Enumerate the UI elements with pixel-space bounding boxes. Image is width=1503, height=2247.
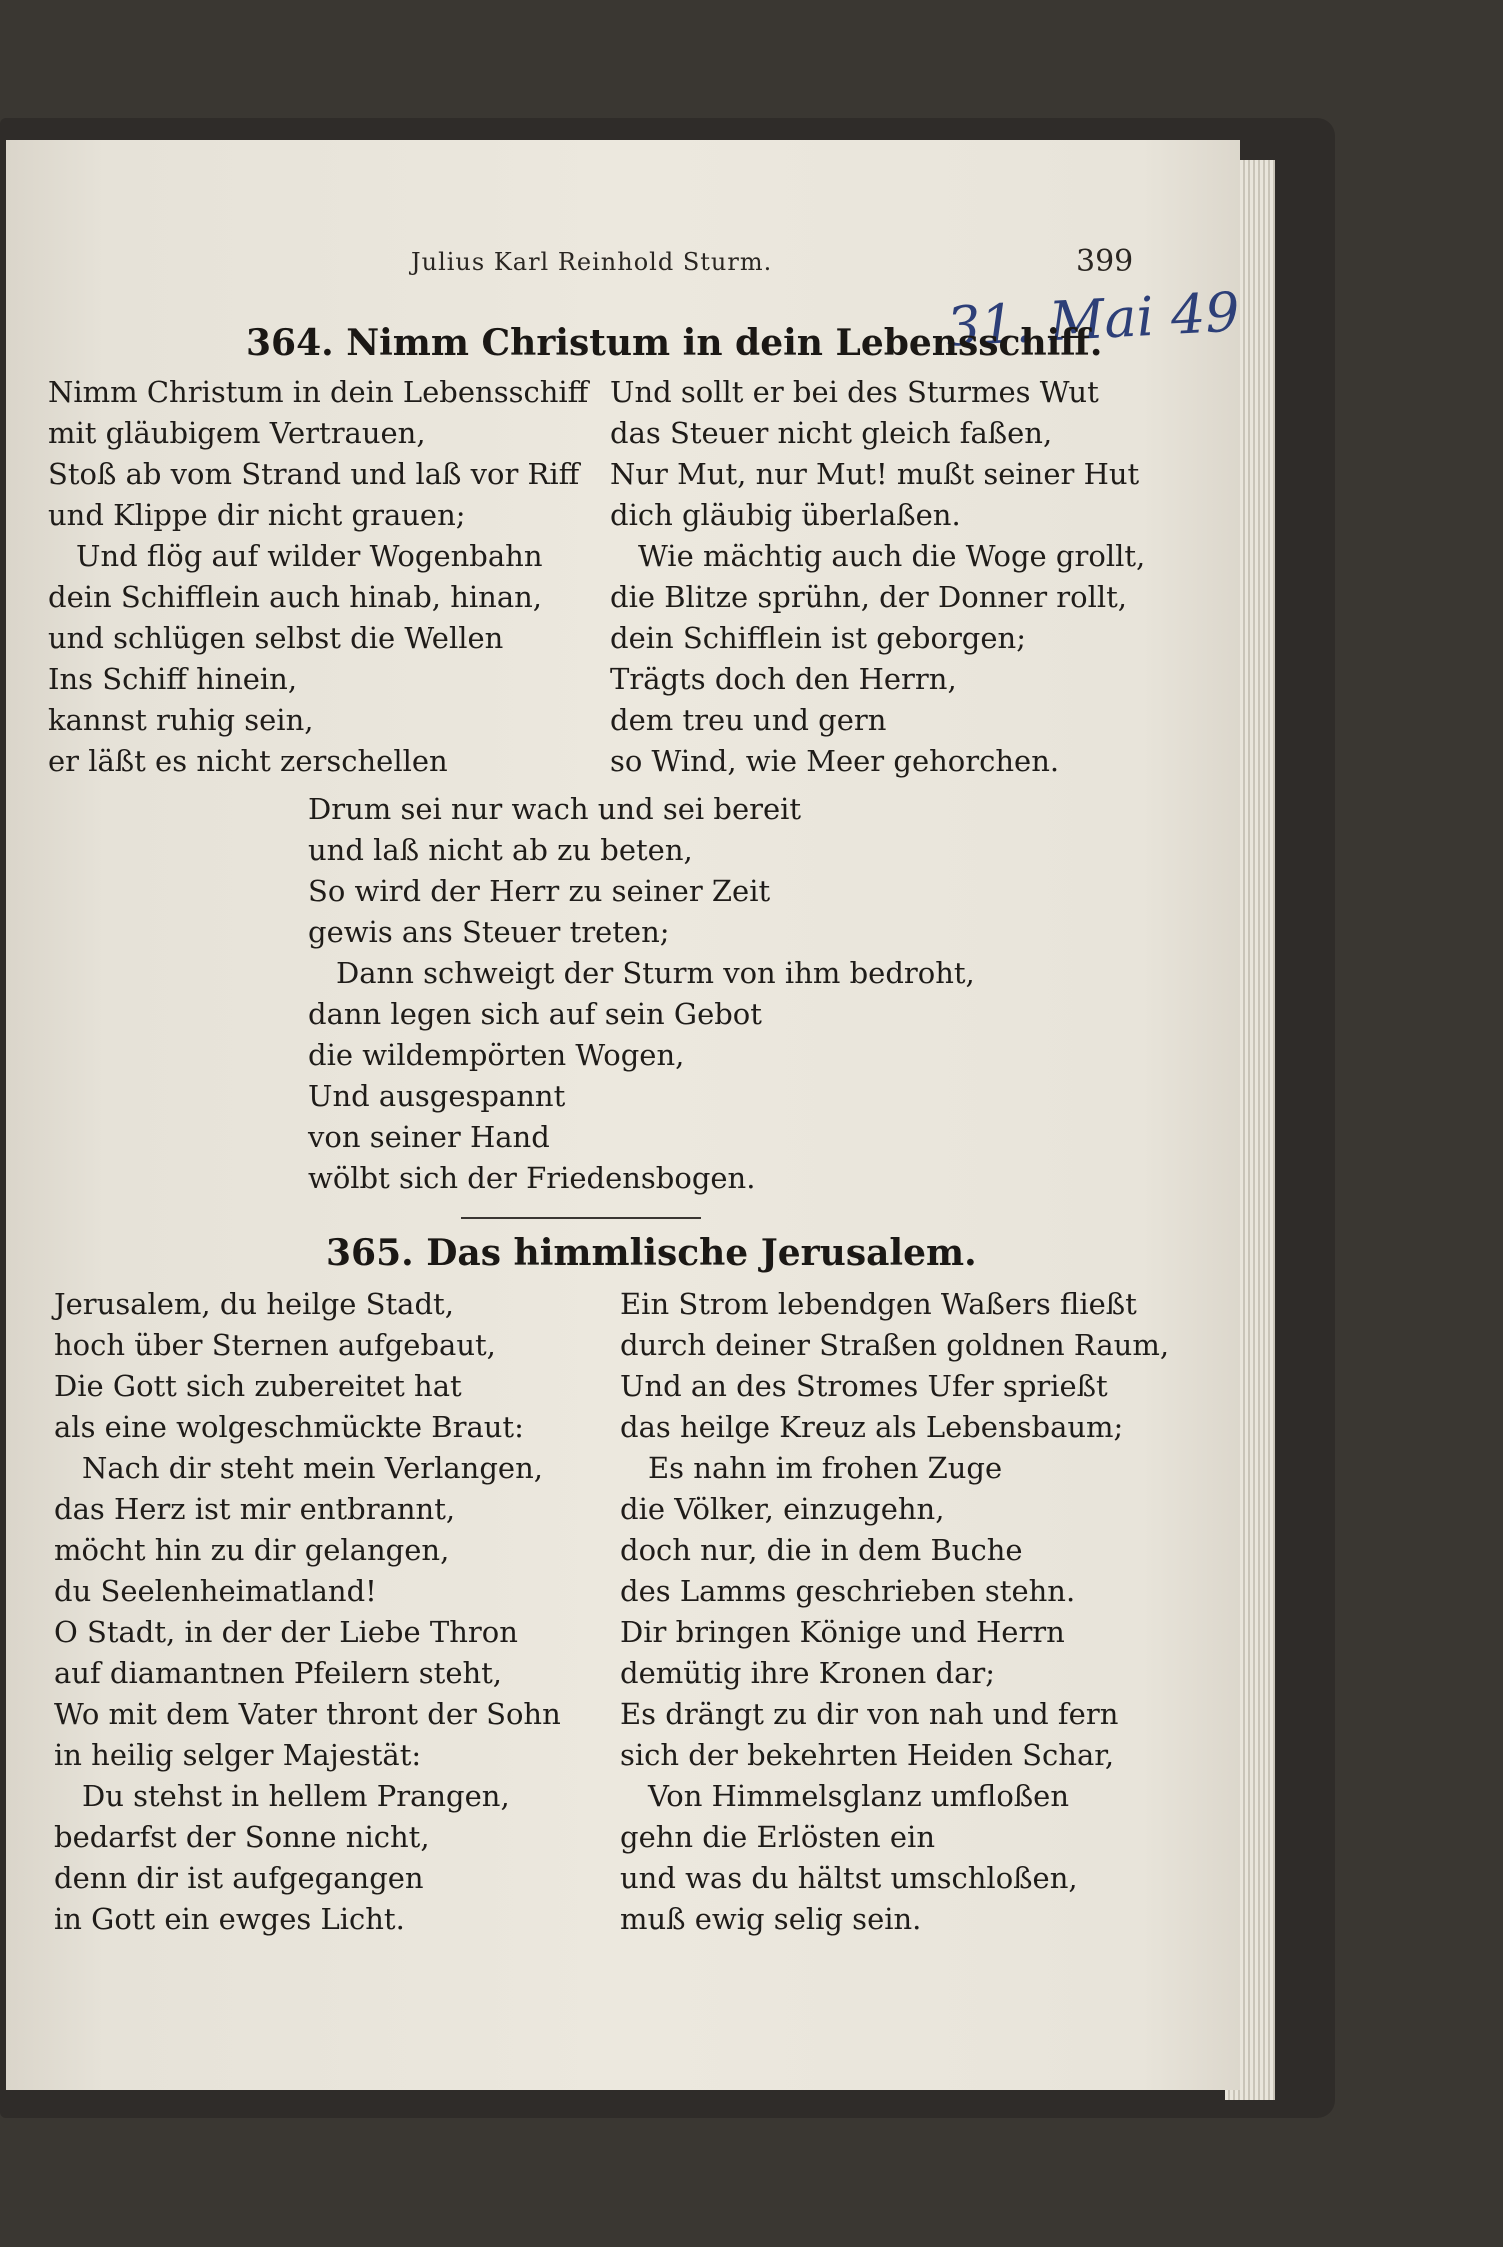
hymn-365-title: 365. Das himmlische Jerusalem. (326, 1232, 977, 1274)
verse-line: denn dir ist aufgegangen (54, 1861, 424, 1895)
verse-line: mit gläubigem Vertrauen, (48, 416, 426, 450)
verse-line: das Steuer nicht gleich faßen, (610, 416, 1053, 450)
verse-line: die Völker, einzugehn, (620, 1492, 945, 1526)
verse-line: und was du hältst umschloßen, (620, 1861, 1078, 1895)
verse-line: des Lamms geschrieben stehn. (620, 1574, 1076, 1608)
verse-line: O Stadt, in der der Liebe Thron (54, 1615, 518, 1649)
verse-line: möcht hin zu dir gelangen, (54, 1533, 450, 1567)
verse-line: und schlügen selbst die Wellen (48, 621, 504, 655)
verse-line: die Blitze sprühn, der Donner rollt, (610, 580, 1128, 614)
verse-line: Wo mit dem Vater thront der Sohn (54, 1697, 561, 1731)
verse-line: du Seelenheimatland! (54, 1574, 377, 1608)
verse-line: wölbt sich der Friedensbogen. (308, 1161, 756, 1195)
verse-line: Es drängt zu dir von nah und fern (620, 1697, 1119, 1731)
verse-line: das Herz ist mir entbrannt, (54, 1492, 456, 1526)
verse-line: So wird der Herr zu seiner Zeit (308, 874, 771, 908)
hymn-365-stanza-2-and-4 (620, 1284, 1169, 1940)
verse-line: doch nur, die in dem Buche (620, 1533, 1023, 1567)
verse-line: in heilig selger Majestät: (54, 1738, 422, 1772)
verse-line: Es nahn im frohen Zuge (648, 1451, 1003, 1485)
verse-line: sich der bekehrten Heiden Schar, (620, 1738, 1115, 1772)
verse-line: dein Schifflein auch hinab, hinan, (48, 580, 543, 614)
verse-line: Und sollt er bei des Sturmes Wut (610, 375, 1099, 409)
verse-line: Nach dir steht mein Verlangen, (82, 1451, 543, 1485)
verse-line: gehn die Erlösten ein (620, 1820, 935, 1854)
verse-line: Trägts doch den Herrn, (610, 662, 957, 696)
running-head: Julius Karl Reinhold Sturm. (411, 248, 773, 276)
verse-line: dein Schifflein ist geborgen; (610, 621, 1026, 655)
verse-line: und Klippe dir nicht grauen; (48, 498, 466, 532)
verse-line: gewis ans Steuer treten; (308, 915, 670, 949)
verse-line: und laß nicht ab zu beten, (308, 833, 693, 867)
verse-line: Ein Strom lebendgen Waßers fließt (620, 1287, 1137, 1321)
verse-line: als eine wolgeschmückte Braut: (54, 1410, 524, 1444)
hymn-364-title: 364. Nimm Christum in dein Lebensschiff. (246, 322, 1103, 364)
verse-line: dich gläubig überlaßen. (610, 498, 961, 532)
section-divider (461, 1217, 701, 1219)
verse-line: dann legen sich auf sein Gebot (308, 997, 762, 1031)
verse-line: Und flög auf wilder Wogenbahn (76, 539, 543, 573)
verse-line: dem treu und gern (610, 703, 887, 737)
verse-line: durch deiner Straßen goldnen Raum, (620, 1328, 1170, 1362)
verse-line: er läßt es nicht zerschellen (48, 744, 448, 778)
verse-line: die wildempörten Wogen, (308, 1038, 685, 1072)
hymn-364-stanza-1 (48, 372, 588, 782)
hymn-364-stanza-3 (308, 789, 975, 1199)
verse-line: Ins Schiff hinein, (48, 662, 298, 696)
verse-line: Und an des Stromes Ufer sprießt (620, 1369, 1108, 1403)
handwritten-date-note: 31. Mai 49 (944, 280, 1242, 359)
verse-line: das heilge Kreuz als Lebensbaum; (620, 1410, 1124, 1444)
verse-line: von seiner Hand (308, 1120, 550, 1154)
page-number: 399 (1076, 244, 1134, 279)
verse-line: muß ewig selig sein. (620, 1902, 922, 1936)
verse-line: Die Gott sich zubereitet hat (54, 1369, 462, 1403)
verse-line: Jerusalem, du heilge Stadt, (54, 1287, 454, 1321)
verse-line: demütig ihre Kronen dar; (620, 1656, 996, 1690)
verse-line: bedarfst der Sonne nicht, (54, 1820, 430, 1854)
verse-line: Drum sei nur wach und sei bereit (308, 792, 802, 826)
page-header (6, 244, 1240, 288)
verse-line: so Wind, wie Meer gehorchen. (610, 744, 1060, 778)
verse-line: in Gott ein ewges Licht. (54, 1902, 405, 1936)
verse-line: Und ausgespannt (308, 1079, 566, 1113)
verse-line: hoch über Sternen aufgebaut, (54, 1328, 496, 1362)
verse-line: Nur Mut, nur Mut! mußt seiner Hut (610, 457, 1140, 491)
verse-line: Von Himmelsglanz umfloßen (648, 1779, 1070, 1813)
verse-line: auf diamantnen Pfeilern steht, (54, 1656, 503, 1690)
verse-line: Du stehst in hellem Prangen, (82, 1779, 510, 1813)
verse-line: Dann schweigt der Sturm von ihm bedroht, (336, 956, 975, 990)
verse-line: Dir bringen Könige und Herrn (620, 1615, 1065, 1649)
hymn-365-stanza-1-and-3 (54, 1284, 561, 1940)
verse-line: Wie mächtig auch die Woge grollt, (638, 539, 1146, 573)
verse-line: Nimm Christum in dein Lebensschiff (48, 375, 589, 409)
verse-line: Stoß ab vom Strand und laß vor Riff (48, 457, 580, 491)
verse-line: kannst ruhig sein, (48, 703, 314, 737)
book-page (6, 140, 1240, 2090)
hymn-364-stanza-2 (610, 372, 1145, 782)
